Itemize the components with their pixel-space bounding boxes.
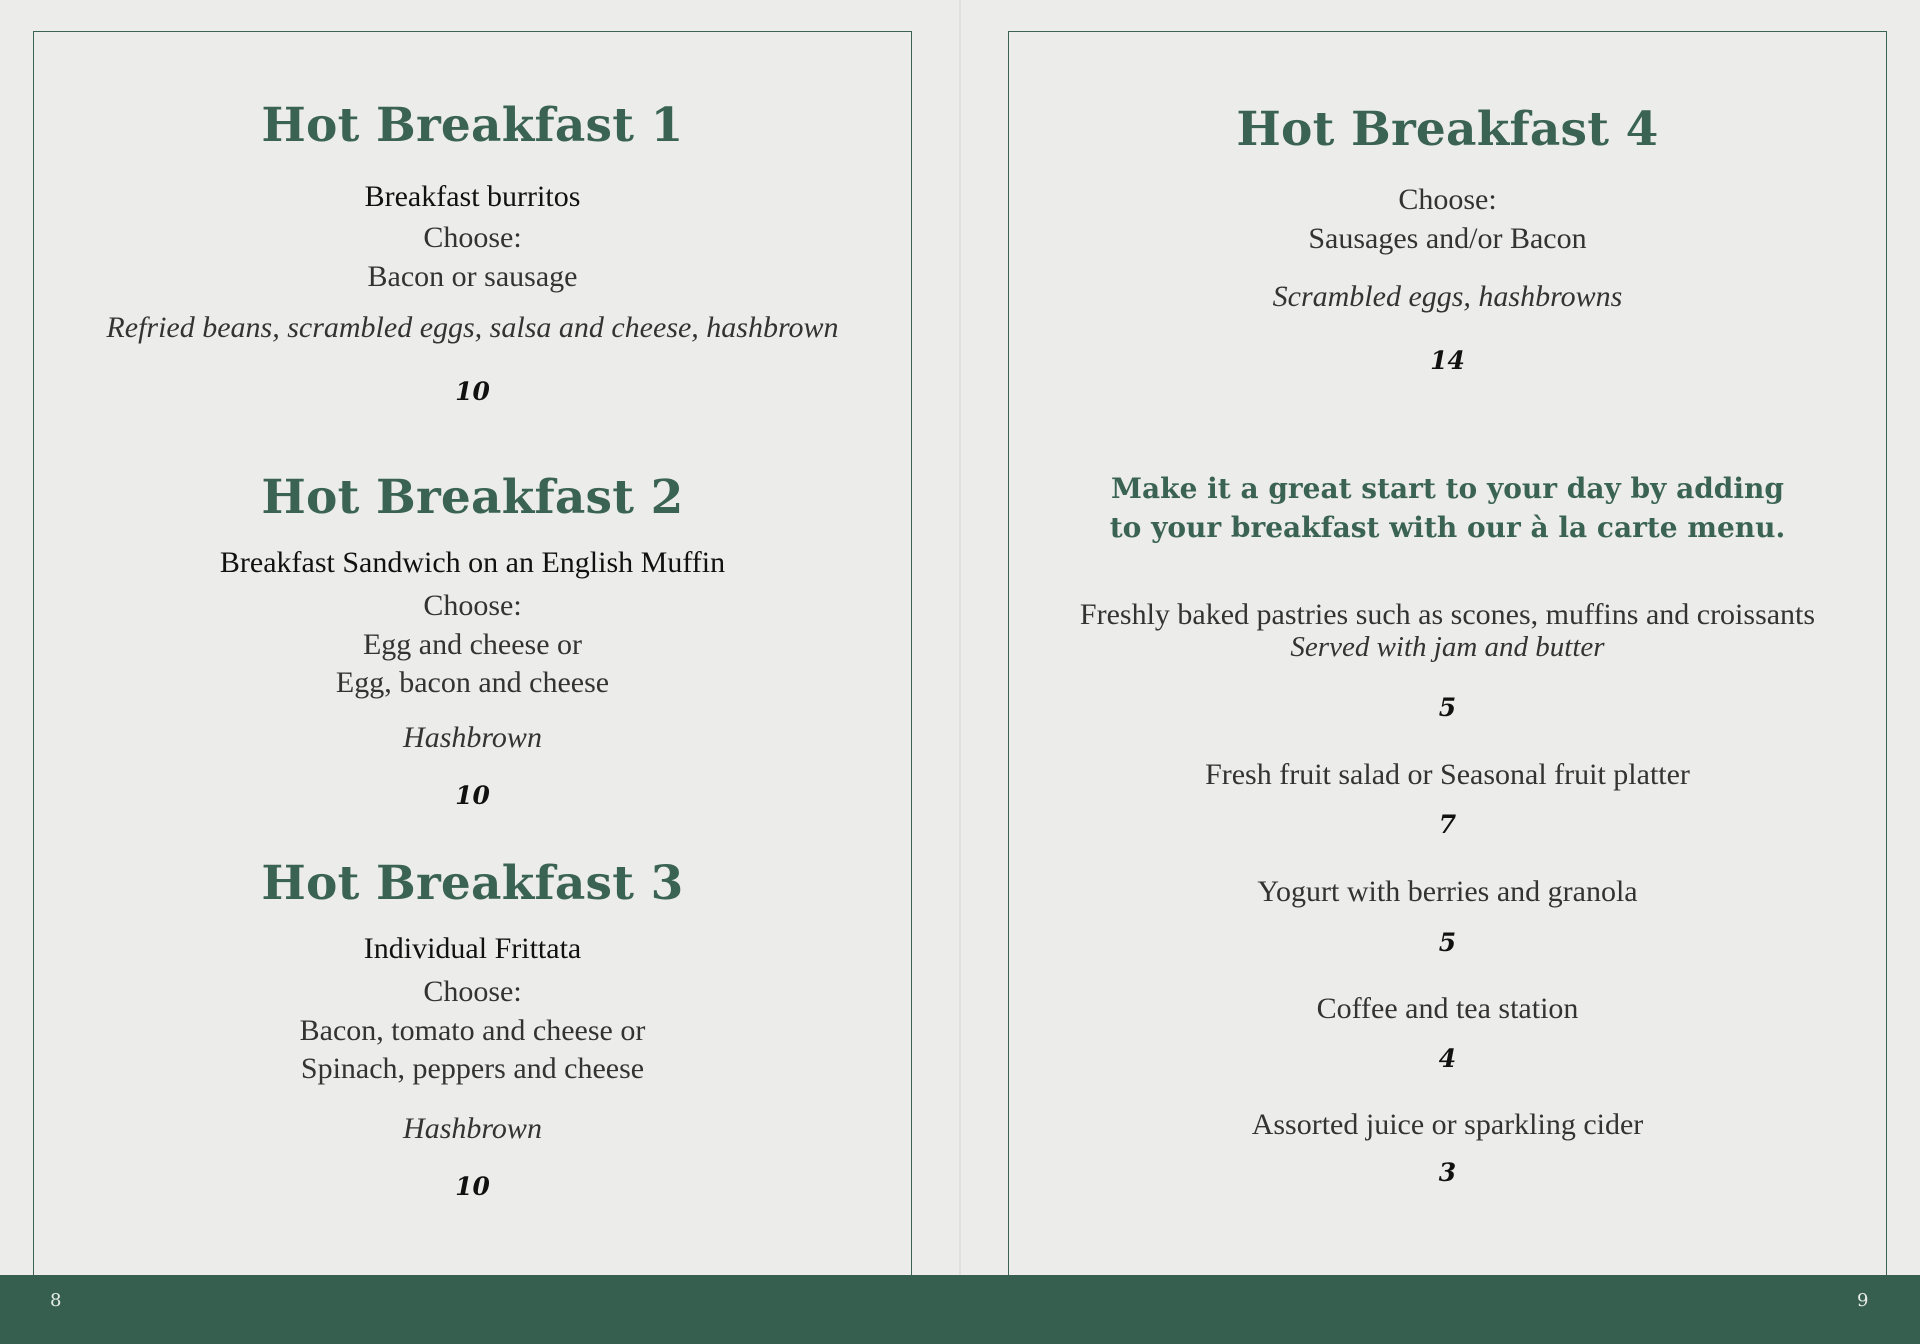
hot-breakfast-4-sides: Scrambled eggs, hashbrowns: [1272, 280, 1623, 313]
page-number-left: 8: [50, 1290, 62, 1311]
hot-breakfast-2-heading: Hot Breakfast 2: [261, 470, 684, 525]
a-la-carte-item-name: Yogurt with berries and granola: [1257, 875, 1638, 908]
a-la-carte-item-note: Served with jam and butter: [1290, 631, 1605, 663]
hot-breakfast-1-item: Breakfast burritos: [364, 180, 581, 213]
hot-breakfast-1-choose-label: Choose:: [423, 221, 522, 254]
hot-breakfast-3-heading: Hot Breakfast 3: [261, 856, 684, 911]
hot-breakfast-2-option: Egg and cheese or: [362, 628, 583, 661]
hot-breakfast-3-option: Bacon, tomato and cheese or: [299, 1014, 646, 1047]
hot-breakfast-1-option: Bacon or sausage: [367, 260, 578, 293]
a-la-carte-item-price: 4: [1438, 1044, 1457, 1073]
hot-breakfast-1-price: 10: [455, 377, 490, 406]
hot-breakfast-2-price: 10: [455, 781, 490, 810]
a-la-carte-item-price: 3: [1438, 1158, 1457, 1187]
a-la-carte-item-price: 5: [1438, 928, 1457, 957]
left-page-panel: [33, 31, 912, 1275]
a-la-carte-promo-line-1: Make it a great start to your day by adding: [1111, 472, 1784, 505]
page-number-right: 9: [1857, 1290, 1869, 1311]
page-gutter: [959, 0, 961, 1275]
hot-breakfast-4-choose-label: Choose:: [1398, 183, 1497, 216]
a-la-carte-item-name: Coffee and tea station: [1316, 992, 1579, 1025]
hot-breakfast-3-choose-label: Choose:: [423, 975, 522, 1008]
hot-breakfast-3-option: Spinach, peppers and cheese: [300, 1052, 645, 1085]
a-la-carte-promo-line-2: to your breakfast with our à la carte menu.: [1109, 511, 1786, 544]
a-la-carte-item-price: 5: [1438, 693, 1457, 722]
a-la-carte-item-name: Assorted juice or sparkling cider: [1251, 1108, 1644, 1141]
hot-breakfast-3-sides: Hashbrown: [403, 1112, 542, 1145]
hot-breakfast-4-price: 14: [1430, 346, 1465, 375]
footer-band: [0, 1275, 1920, 1344]
hot-breakfast-2-choose-label: Choose:: [423, 589, 522, 622]
hot-breakfast-4-heading: Hot Breakfast 4: [1236, 102, 1659, 157]
hot-breakfast-4-option: Sausages and/or Bacon: [1308, 222, 1587, 255]
a-la-carte-item-name: Freshly baked pastries such as scones, muffins and croissants: [1079, 598, 1816, 631]
hot-breakfast-2-option: Egg, bacon and cheese: [335, 666, 610, 699]
hot-breakfast-3-price: 10: [455, 1172, 490, 1201]
hot-breakfast-2-sides: Hashbrown: [403, 721, 542, 754]
hot-breakfast-3-item: Individual Frittata: [363, 932, 582, 965]
hot-breakfast-1-heading: Hot Breakfast 1: [261, 98, 684, 153]
a-la-carte-item-price: 7: [1438, 810, 1457, 839]
a-la-carte-item-name: Fresh fruit salad or Seasonal fruit platter: [1205, 758, 1690, 791]
right-page-panel: [1008, 31, 1887, 1275]
hot-breakfast-1-sides: Refried beans, scrambled eggs, salsa and cheese, hashbrown: [106, 311, 839, 344]
hot-breakfast-2-item: Breakfast Sandwich on an English Muffin: [219, 546, 726, 579]
